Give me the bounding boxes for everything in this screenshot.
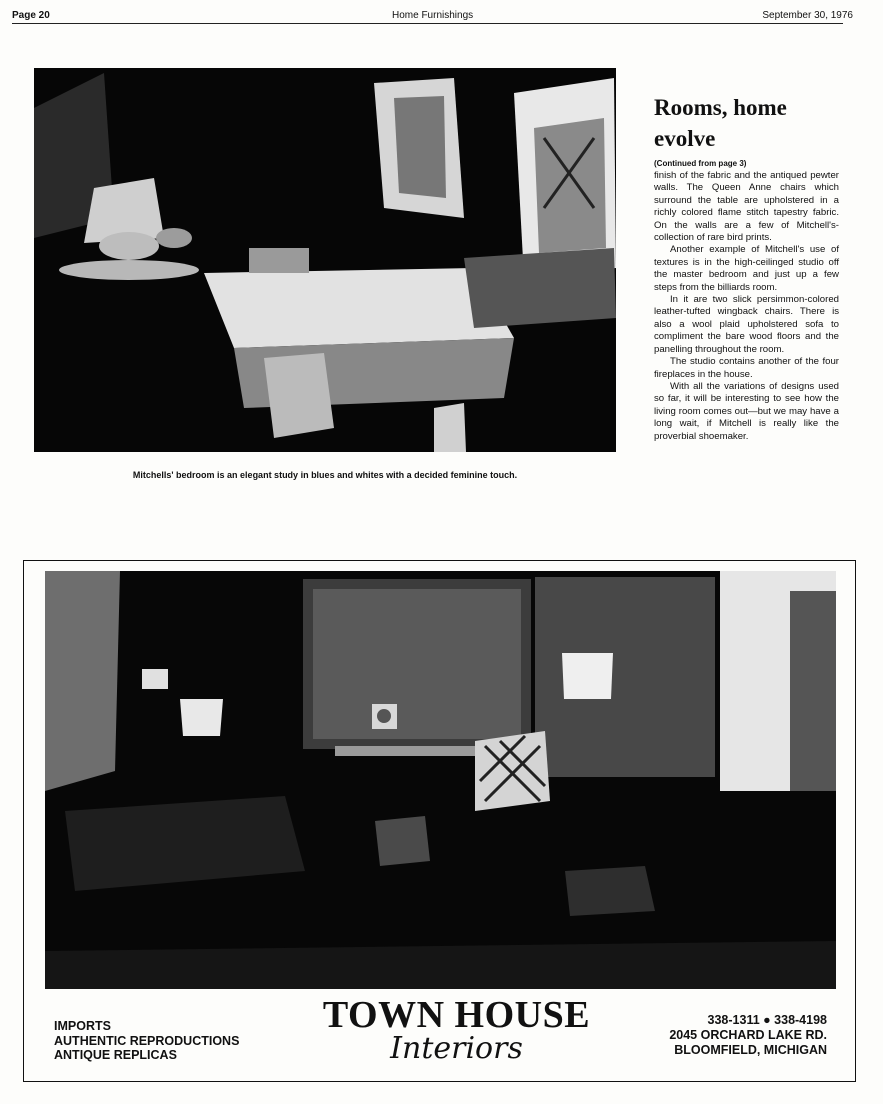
section-title: Home Furnishings — [392, 10, 474, 21]
bedroom-photo — [34, 68, 616, 452]
ad-offerings — [54, 1019, 239, 1063]
header-rule — [12, 23, 843, 24]
offering-imports: IMPORTS — [54, 1019, 111, 1033]
offering-replicas: ANTIQUE REPLICAS — [54, 1048, 177, 1062]
advertisement — [23, 560, 856, 1082]
article-title — [654, 92, 854, 154]
ad-city: BLOOMFIELD, MICHIGAN — [674, 1043, 827, 1057]
ad-contact — [669, 1013, 827, 1058]
ad-brand-name: TOWN HOUSE — [322, 994, 591, 1036]
photo-caption: Mitchells' bedroom is an elegant study in blues and whites with a decided feminine touch. — [132, 470, 518, 480]
article-paragraph: The studio contains another of the four fireplaces in the house. — [654, 356, 839, 380]
ad-phones: 338-1311 ● 338-4198 — [707, 1013, 827, 1027]
bedroom-photo-art — [34, 68, 616, 452]
article-paragraph: Another example of Mitchell's use of textures is in the high-ceilinged studio off the master bedroom and just up a few steps from the billiards room. — [654, 244, 839, 293]
offering-reproductions: AUTHENTIC REPRODUCTIONS — [54, 1033, 240, 1048]
ad-photo-art — [45, 571, 836, 989]
article-title-line1: Rooms, home — [654, 95, 787, 120]
page-number: Page 20 — [12, 10, 50, 21]
article-title-line2: evolve — [654, 126, 716, 151]
ad-photo — [45, 571, 836, 989]
article-paragraph: In it are two slick persimmon-colored leather-tufted wingback chairs. There is also a wool plaid upholstered sofa to compliment the bare wood floors and the panelling throughout the room. — [654, 294, 839, 355]
article-body — [654, 170, 839, 443]
continued-note: (Continued from page 3) — [654, 159, 747, 168]
ad-address: 2045 ORCHARD LAKE RD. — [669, 1028, 827, 1042]
issue-date: September 30, 1976 — [762, 10, 853, 21]
article-paragraph: With all the variations of designs used so far, it will be interesting to see how the living room comes out—but we may have a long wait, if Mitchell is really like the proverbial shoemaker. — [654, 380, 839, 442]
article-paragraph: finish of the fabric and the antiqued pewter walls. The Queen Anne chairs which surround the table are upholstered in a richly colored flame stitch tapestry fabric. On the walls are a few of Mitchell's-collection of rare bird prints. — [654, 170, 839, 244]
ad-brand-script: Interiors — [390, 1031, 523, 1066]
